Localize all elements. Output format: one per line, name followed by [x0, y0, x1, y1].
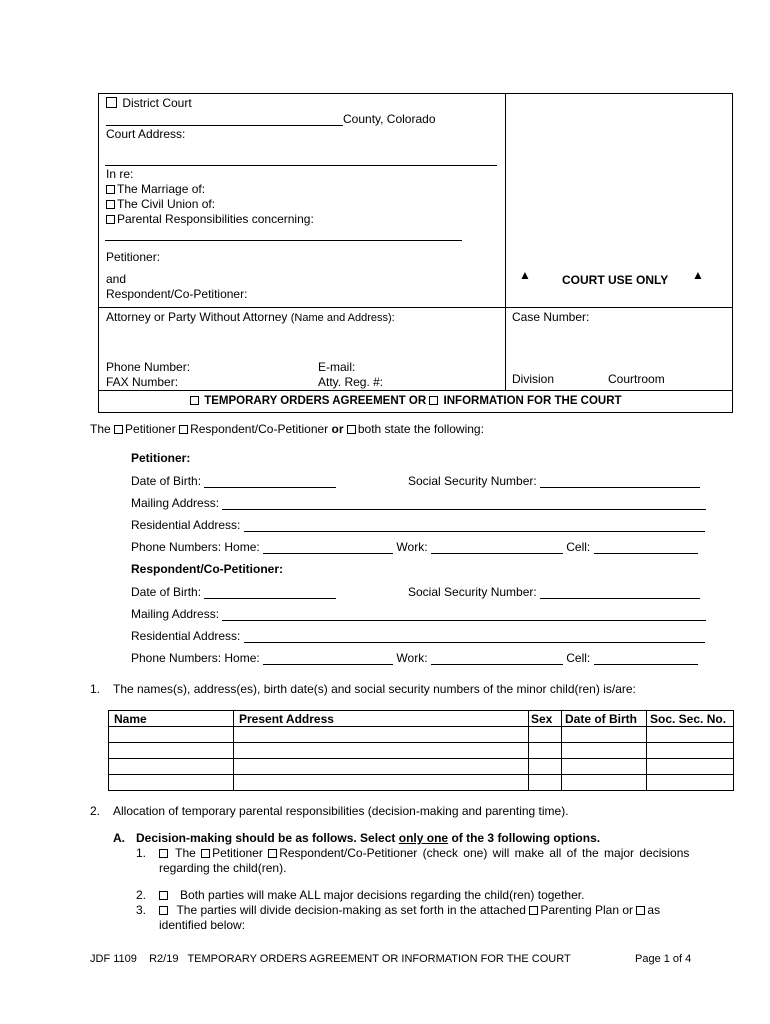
- opt1-petitioner: Petitioner: [212, 846, 263, 860]
- phone-home-label: Phone Numbers: Home:: [131, 540, 260, 554]
- opt1-petitioner-checkbox[interactable]: [201, 849, 210, 858]
- intro-both: both state the following:: [357, 422, 484, 436]
- table-cell[interactable]: [109, 743, 234, 759]
- table-cell[interactable]: [234, 775, 529, 791]
- in-re-names-blank[interactable]: [105, 240, 462, 241]
- option1-checkbox[interactable]: [159, 849, 168, 858]
- checkbox[interactable]: [106, 200, 115, 209]
- and-label: and: [106, 272, 127, 286]
- district-court-option[interactable]: [106, 96, 192, 110]
- table-cell[interactable]: [647, 727, 734, 743]
- intro-the: The: [90, 422, 111, 436]
- option3-number: 3.: [136, 903, 147, 917]
- a-text-post: of the 3 following options.: [451, 831, 601, 845]
- phone-home-label: Phone Numbers: Home:: [131, 651, 260, 665]
- mailing-input[interactable]: [222, 620, 706, 621]
- petitioner-ssn-row: [408, 474, 700, 488]
- section2a-heading: [136, 831, 600, 845]
- table-cell[interactable]: [529, 759, 562, 775]
- ssn-input[interactable]: [540, 598, 700, 599]
- court-address-label: Court Address:: [106, 127, 186, 141]
- option3-continuation: identified below:: [159, 918, 246, 932]
- respondent-mailing-row: [131, 607, 706, 621]
- table-cell[interactable]: [109, 759, 234, 775]
- phone-number-label: Phone Number:: [106, 360, 191, 374]
- as-identified-checkbox[interactable]: [636, 906, 645, 915]
- atty-reg-label: Atty. Reg. #:: [318, 375, 384, 389]
- county-label: County, Colorado: [343, 112, 436, 126]
- agreement-checkbox[interactable]: [190, 396, 199, 405]
- table-cell[interactable]: [647, 743, 734, 759]
- table-cell[interactable]: [234, 743, 529, 759]
- table-cell[interactable]: [234, 759, 529, 775]
- attorney-note: (Name and Address):: [290, 312, 395, 324]
- mailing-input[interactable]: [222, 509, 706, 510]
- work-input[interactable]: [431, 553, 563, 554]
- petitioner-label: Petitioner:: [106, 250, 161, 264]
- mailing-label: Mailing Address:: [131, 607, 220, 621]
- table-cell[interactable]: [647, 759, 734, 775]
- work-label: Work:: [396, 651, 428, 665]
- division-label: Division: [512, 372, 555, 386]
- residential-input[interactable]: [244, 642, 705, 643]
- section2-text: Allocation of temporary parental responsibilities (decision-making and parenting time).: [113, 804, 569, 818]
- option1-continuation: regarding the child(ren).: [159, 861, 287, 875]
- children-table: [108, 710, 734, 791]
- attorney-label-text: Attorney or Party Without Attorney: [106, 310, 288, 324]
- work-input[interactable]: [431, 664, 563, 665]
- table-header-row: [109, 711, 734, 727]
- table-cell[interactable]: [529, 727, 562, 743]
- footer: [90, 953, 571, 965]
- district-court-checkbox[interactable]: [106, 97, 117, 108]
- in-re-option-parental[interactable]: [106, 212, 314, 226]
- col-name: Name: [109, 711, 234, 727]
- respondent-heading: Respondent/Co-Petitioner:: [131, 562, 283, 576]
- cell-label: Cell:: [566, 540, 591, 554]
- attorney-label: [106, 310, 395, 324]
- work-label: Work:: [396, 540, 428, 554]
- court-address-blank[interactable]: [105, 165, 497, 166]
- table-cell[interactable]: [109, 727, 234, 743]
- table-row[interactable]: [109, 759, 734, 775]
- cell-input[interactable]: [594, 553, 698, 554]
- table-cell[interactable]: [562, 759, 647, 775]
- ssn-label: Social Security Number:: [408, 585, 537, 599]
- fax-number-label: FAX Number:: [106, 375, 179, 389]
- county-line: [106, 112, 436, 126]
- district-court-label: District Court: [122, 96, 192, 110]
- title-part2: INFORMATION FOR THE COURT: [443, 395, 622, 407]
- information-checkbox[interactable]: [429, 396, 438, 405]
- opt2-text: Both parties will make ALL major decisions regarding the child(ren) together.: [180, 888, 585, 902]
- intro-petitioner: Petitioner: [125, 422, 176, 436]
- a-text-pre: Decision-making should be as follows. Select: [136, 831, 396, 845]
- col-present-address: Present Address: [234, 711, 529, 727]
- opt3-plan: Parenting Plan or: [540, 903, 634, 917]
- county-blank[interactable]: [106, 125, 343, 126]
- in-re-option-marriage[interactable]: [106, 182, 205, 196]
- cell-label: Cell:: [566, 651, 591, 665]
- footer-page: Page 1 of 4: [635, 953, 692, 965]
- col-ssn: Soc. Sec. No.: [647, 711, 734, 727]
- table-cell[interactable]: [234, 727, 529, 743]
- opt1-respondent-checkbox[interactable]: [268, 849, 277, 858]
- table-cell[interactable]: [647, 775, 734, 791]
- respondent-label: Respondent/Co-Petitioner:: [106, 287, 248, 301]
- residential-label: Residential Address:: [131, 629, 241, 643]
- option-label: The Civil Union of:: [117, 197, 216, 211]
- respondent-checkbox[interactable]: [179, 425, 188, 434]
- opt1-the: The: [175, 846, 196, 860]
- checkbox[interactable]: [106, 215, 115, 224]
- petitioner-checkbox[interactable]: [114, 425, 123, 434]
- email-label: E-mail:: [318, 360, 356, 374]
- form-title: [190, 395, 622, 407]
- option3-checkbox[interactable]: [159, 906, 168, 915]
- phone-home-input[interactable]: [263, 664, 393, 665]
- col-sex: Sex: [529, 711, 562, 727]
- table-cell[interactable]: [562, 727, 647, 743]
- mailing-label: Mailing Address:: [131, 496, 220, 510]
- footer-revision: R2/19: [149, 953, 179, 965]
- table-cell[interactable]: [529, 743, 562, 759]
- section1-number: 1.: [90, 682, 101, 696]
- option1-number: 1.: [136, 846, 147, 860]
- courtroom-label: Courtroom: [608, 372, 665, 386]
- petitioner-heading: Petitioner:: [131, 451, 191, 465]
- parenting-plan-checkbox[interactable]: [529, 906, 538, 915]
- section1-text: The names(s), address(es), birth date(s) and social security numbers of the minor child(ren) is/are:: [113, 682, 636, 696]
- respondent-phone-row: [131, 651, 698, 665]
- intro-or: or: [331, 422, 344, 436]
- dob-input[interactable]: [204, 598, 336, 599]
- caption-box: [98, 93, 733, 413]
- table-cell[interactable]: [529, 775, 562, 791]
- option2-number: 2.: [136, 888, 147, 902]
- table-cell[interactable]: [562, 775, 647, 791]
- petitioner-mailing-row: [131, 496, 706, 510]
- checkbox[interactable]: [106, 185, 115, 194]
- caption-rule-title: [98, 390, 733, 391]
- dob-input[interactable]: [204, 487, 336, 488]
- respondent-ssn-row: [408, 585, 700, 599]
- residential-label: Residential Address:: [131, 518, 241, 532]
- respondent-residential-row: [131, 629, 705, 643]
- ssn-input[interactable]: [540, 487, 700, 488]
- footer-form-id: JDF 1109: [90, 953, 137, 965]
- petitioner-dob-row: [131, 474, 336, 488]
- court-use-only: COURT USE ONLY: [562, 273, 669, 287]
- option-label: The Marriage of:: [117, 182, 206, 196]
- caption-rule-attorney: [98, 307, 733, 308]
- dob-label: Date of Birth:: [131, 585, 202, 599]
- option2-checkbox[interactable]: [159, 891, 168, 900]
- intro-line: [90, 422, 484, 436]
- table-row[interactable]: [109, 743, 734, 759]
- footer-title: TEMPORARY ORDERS AGREEMENT OR INFORMATION FOR THE COURT: [187, 953, 571, 965]
- table-row[interactable]: [109, 775, 734, 791]
- case-number-label: Case Number:: [512, 310, 590, 324]
- both-checkbox[interactable]: [347, 425, 356, 434]
- opt1-respondent: Respondent/Co-Petitioner (check one) will make all of the major decisions: [279, 846, 690, 860]
- title-part1: TEMPORARY ORDERS AGREEMENT OR: [204, 395, 427, 407]
- section2-number: 2.: [90, 804, 101, 818]
- respondent-dob-row: [131, 585, 336, 599]
- option1-line: [159, 846, 689, 860]
- table-cell[interactable]: [109, 775, 234, 791]
- a-text-under: only one: [398, 831, 449, 845]
- petitioner-residential-row: [131, 518, 705, 532]
- opt3-as: as: [647, 903, 661, 917]
- petitioner-phone-row: [131, 540, 698, 554]
- cell-input[interactable]: [594, 664, 698, 665]
- section2a-label: A.: [113, 831, 125, 845]
- residential-input[interactable]: [244, 531, 705, 532]
- in-re-label: In re:: [106, 167, 134, 181]
- table-cell[interactable]: [562, 743, 647, 759]
- option-label: Parental Responsibilities concerning:: [117, 212, 314, 226]
- col-date-of-birth: Date of Birth: [562, 711, 647, 727]
- dob-label: Date of Birth:: [131, 474, 202, 488]
- in-re-option-civil-union[interactable]: [106, 197, 215, 211]
- ssn-label: Social Security Number:: [408, 474, 537, 488]
- arrow-up-icon: ▲: [692, 268, 704, 282]
- opt3-text: The parties will divide decision-making as set forth in the attached: [176, 903, 526, 917]
- option2-line: [159, 888, 584, 902]
- arrow-up-icon: ▲: [519, 268, 531, 282]
- table-row[interactable]: [109, 727, 734, 743]
- phone-home-input[interactable]: [263, 553, 393, 554]
- caption-divider: [505, 93, 506, 390]
- option3-line: [159, 903, 660, 917]
- intro-respondent: Respondent/Co-Petitioner: [190, 422, 329, 436]
